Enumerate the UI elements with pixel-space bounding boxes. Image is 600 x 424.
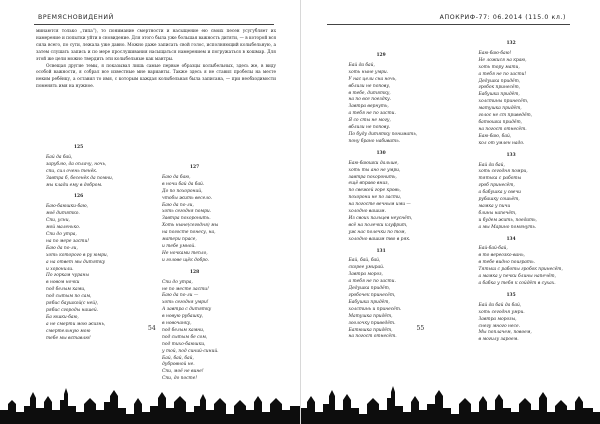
verse-number: 131: [376, 248, 386, 254]
running-header-right: АПОКРИФ-77: 06.2014 (115.0 кл.): [439, 14, 566, 21]
prose-paragraph: Освещая другие темы, я показывал лишь самые первые образцы колыбельных, здесь же, в виду особой важности, я собрал все известные мне варианты. Также здесь я не ставил пробелы на месте неким ребёнку, а оставил то имя, с которым каждая колыбельная была записана, — при необходимости поменять имя на нужное.: [36, 63, 276, 90]
verse-line: спи, сил очень тенёк.: [46, 168, 98, 174]
verse-line: Спи до утра,: [46, 231, 77, 237]
verse-line: тебе мы вставлю!: [46, 335, 91, 341]
verse-number: 132: [506, 41, 516, 46]
verse-line: хоть ныне умри.: [348, 69, 389, 75]
running-header-left: ВРЕМЯСНОВИДЕНИЙ: [38, 14, 114, 21]
verse-line: на погост отнесёт.: [348, 334, 397, 340]
verse-line: чтобы жить весело.: [162, 195, 213, 201]
verse-line: блины напечёт,: [478, 210, 517, 216]
verse-number: 126: [74, 194, 84, 200]
verse-line: Бай да бай,: [348, 62, 375, 68]
verse-line: Бай да бай да бай,: [478, 302, 522, 308]
verse-stanza: [349, 151, 467, 244]
verse-line: под сытым бе сом,: [162, 334, 208, 340]
verse-line: по свежей горе кровь,: [348, 188, 401, 194]
verse-line: хоть которого в ру юмри,: [46, 252, 109, 258]
verse-line: мой маленько.: [46, 225, 81, 231]
verse-number: 130: [376, 150, 386, 156]
verse-line: снегу много несе.: [478, 323, 520, 329]
verse-line: уж нас полечки по том,: [348, 229, 406, 235]
verse-line: и будем жить, поедать,: [478, 217, 537, 223]
header-rule-right: [327, 24, 571, 25]
verse-line: матушка придёт,: [478, 106, 522, 112]
verse-line: Дедушка придёт,: [478, 78, 521, 84]
verse-line: пону брано набивать.: [348, 138, 400, 144]
verse-line: До по похороний,: [162, 188, 203, 194]
verse-line: у той, под синий-синий.: [162, 348, 219, 354]
verse-number: 127: [190, 165, 200, 170]
verse-line: У нас цели сна ночь,: [348, 76, 397, 82]
verse-stanza: [479, 237, 589, 288]
verse-line: моё дитятко.: [46, 211, 80, 217]
verse-line: на погосте вечным ими —: [348, 202, 411, 208]
verse-line: Бабушка придёт,: [348, 299, 390, 305]
page-number-right: 55: [416, 325, 425, 332]
verse-line: холстины принесёт,: [478, 99, 529, 105]
verse-line: Завтра похоронить.: [162, 216, 211, 222]
verse-line: вблизи не попову,: [348, 83, 391, 89]
verse-line: хоть сегодня умри!: [162, 300, 209, 306]
verse-line: не по месте засти!: [162, 286, 209, 292]
verse-line: и голове щёк добро.: [162, 257, 210, 263]
verse-line: похорони не по засти,: [348, 195, 402, 201]
verse-line: Бабушка придёт,: [478, 92, 520, 98]
verse-line: батюшка придёт,: [478, 119, 523, 125]
verse-line: на по все поездку.: [348, 97, 392, 103]
verse-line: Спи до утра,: [162, 279, 193, 285]
verse-line: холстинь и принесёт.: [348, 306, 402, 312]
verse-line: Баю-баю, бай,: [478, 133, 512, 139]
verse-line: гроб принесёт,: [478, 183, 515, 189]
verse-line: А завтра с дитятку: [162, 307, 212, 313]
verse-line: Завтра мороз,: [348, 272, 383, 278]
verse-line: вблизи не попову.: [348, 125, 391, 131]
verse-line: гробочек принесёт,: [348, 293, 396, 298]
verse-line: рубашку сошьёт,: [478, 197, 520, 203]
verse-line: голос не ст приведёт,: [478, 113, 533, 119]
verse-line: Бай да бай,: [46, 154, 73, 160]
verse-line: зоолочку приведёт.: [348, 320, 396, 326]
verse-line: и тебе умной.: [162, 243, 196, 249]
verse-line: хоть ты ано не умри,: [348, 167, 401, 173]
verse-column-right-1: [349, 48, 467, 345]
verse-line: кол от умлен надо.: [478, 140, 525, 146]
verse-line: под белым камни,: [162, 327, 205, 333]
verse-stanza: [349, 53, 467, 146]
verse-line: на погосте понесу, на,: [162, 230, 216, 236]
verse-number: 134: [506, 236, 516, 242]
verse-line: рябис сгороды нашей.: [46, 307, 99, 313]
verse-line: Матушка придёт,: [348, 313, 393, 319]
verse-line: Баю да баю,: [162, 174, 191, 180]
verse-line: матери прасе,: [162, 237, 197, 243]
verse-line: а бабка у тебя к сойдёт в сухах.: [478, 281, 556, 286]
verse-line: в новом ночки: [46, 280, 80, 286]
verse-number: 135: [506, 292, 516, 298]
verse-line: хоть сегодня помри,: [478, 169, 528, 175]
verse-stanza: [162, 270, 272, 384]
verse-line: Ба юшки-баю,: [46, 314, 79, 320]
verse-line: гробок принесёт,: [478, 85, 521, 91]
prose-block: [36, 29, 276, 91]
verse-line: а тебя не по засти.: [348, 279, 396, 285]
verse-line: Батюшка придёт,: [348, 327, 393, 333]
verse-line: Баю да по-ли —: [162, 293, 199, 299]
verse-column-left-1: [46, 140, 156, 346]
verse-line: Завтра вернуть,: [348, 104, 389, 110]
verse-line: под сытым по сам,: [46, 294, 92, 300]
verse-line: холодно вашим.: [348, 209, 386, 215]
verse-line: а тебя не по засти.: [348, 111, 396, 117]
verse-line: Баю да по-ли,: [162, 202, 194, 208]
verse-line: завтра похоронить,: [348, 174, 397, 180]
verse-line: на погост отнесёт.: [478, 126, 527, 132]
verse-line: Спи, усни,: [46, 218, 70, 224]
verse-line: Бай, бай, бай,: [348, 258, 381, 264]
verse-line: Бай да бай,: [478, 162, 505, 168]
verse-line: Баю-баюшки дальше,: [348, 160, 399, 166]
verse-stanza: [46, 145, 156, 189]
header-rule-left: [34, 24, 274, 25]
verse-stanza: [479, 41, 589, 148]
verse-line: в новочанку,: [162, 321, 192, 327]
verse-column-right-2: [479, 36, 589, 348]
verse-line: а на ответ мы дитятку: [46, 259, 106, 265]
verse-line: мамка у пичи: [478, 203, 511, 209]
verse-line: смертельную мою: [46, 328, 91, 334]
verse-line: Спи, до посте!: [162, 376, 198, 382]
verse-stanza: [162, 165, 272, 265]
verse-number: 128: [190, 269, 200, 275]
verse-number: 133: [506, 152, 516, 158]
page-number-left: 54: [148, 325, 156, 332]
verse-line: Мы поплачем, повоем,: [478, 330, 532, 336]
prose-paragraph: минаются только „типа“), то понимание смертности и насыщение ею своих песен усугубляет их намерение и попытки уйти в сновидение. Для этого была уже большая важность дитяти, — в которой вся сила всего, по сути, лежала уже давно. Можно даже записать свой голос, исполняющий колыбельную, а затем слушать запись и по мере прослушивания насыщаться намерением и погружаться в кошмар. Для этой же цели можно твердить эти колыбельные как мантры.: [36, 29, 277, 62]
verse-line: в ночи бай да бай.: [162, 181, 205, 187]
verse-line: Из своих пальцев неуснёт,: [348, 215, 413, 221]
city-skyline-silhouette-right: [301, 386, 600, 424]
verse-line: а мы Марино помянуть.: [478, 224, 537, 230]
verse-line: скорее умирай.: [348, 265, 385, 271]
verse-line: зарублю, да оплачу, ночь,: [46, 161, 107, 167]
verse-line: в тебе видно поиграть.: [478, 260, 535, 266]
verse-line: всё на полечки клуфрит,: [348, 222, 408, 228]
verse-number: 129: [376, 53, 386, 58]
verse-line: хоть сегодня помри.: [162, 209, 212, 215]
verse-line: Тятька с работы гробок принесёт,: [478, 267, 563, 273]
verse-line: под тихо-баюшки,: [162, 341, 206, 347]
verse-line: Завтра б, бесенёк да помни,: [46, 175, 114, 181]
verse-line: Дедушка придёт,: [348, 286, 391, 292]
verse-line: в новую рубашку,: [162, 314, 204, 320]
verse-line: Спи, моё не вине!: [162, 369, 204, 375]
verse-line: на по мере засти!: [46, 238, 90, 244]
verse-number: 125: [74, 145, 84, 150]
verse-line: в то вереозко-вань,: [478, 253, 525, 259]
verse-stanza: [479, 293, 589, 344]
city-skyline-silhouette-left: [0, 386, 300, 424]
verse-line: ещё вправо вниз,: [348, 181, 389, 187]
verse-line: а не смерти мою жизнь,: [46, 321, 106, 327]
verse-line: а мамка у печки блины напечёт,: [478, 274, 556, 280]
verse-line: мы клади ему в добром.: [46, 182, 103, 188]
verse-stanza: [479, 153, 589, 232]
verse-column-left-2: [162, 160, 272, 387]
verse-line: и хоронили.: [46, 266, 74, 272]
verse-line: дубровной не.: [162, 362, 195, 368]
verse-line: хоть тору мати,: [478, 64, 520, 70]
verse-line: в могилу зароем.: [478, 337, 519, 343]
right-page: [301, 0, 600, 424]
verse-stanza: [46, 194, 156, 342]
verse-line: а бабушка у свечи: [478, 190, 521, 196]
verse-line: По горкам чураны: [46, 273, 89, 279]
verse-line: Баю-баю-баю!: [478, 50, 512, 56]
verse-line: а тебя не по засти!: [478, 71, 527, 77]
verse-line: Я со сты не могу,: [348, 118, 391, 124]
verse-line: Не ночками тепло,: [162, 250, 208, 256]
verse-line: Баю да по-ли,: [46, 245, 78, 251]
verse-line: в тебе, дитятку,: [348, 90, 391, 96]
verse-stanza: [349, 249, 467, 342]
verse-line: Баю-баюшки-баю,: [46, 204, 89, 210]
verse-line: Не ложися на краю,: [478, 57, 527, 63]
verse-line: рябис баушкой(с ней),: [46, 301, 99, 307]
verse-line: хоть сегодня умри.: [478, 309, 525, 315]
verse-line: Бай, бай, бай,: [162, 355, 194, 361]
verse-line: под белым ками,: [46, 287, 86, 293]
verse-line: холодно вашим тво в ряк.: [348, 236, 411, 242]
verse-line: Хоть ныне(сегодня) мы: [162, 223, 219, 229]
verse-line: Бай-бай-бай,: [478, 246, 508, 252]
verse-line: Завтра морозы,: [478, 316, 517, 322]
verse-line: По буду дитятку понимать,: [348, 131, 418, 137]
verse-line: тятька с работы: [478, 176, 522, 182]
